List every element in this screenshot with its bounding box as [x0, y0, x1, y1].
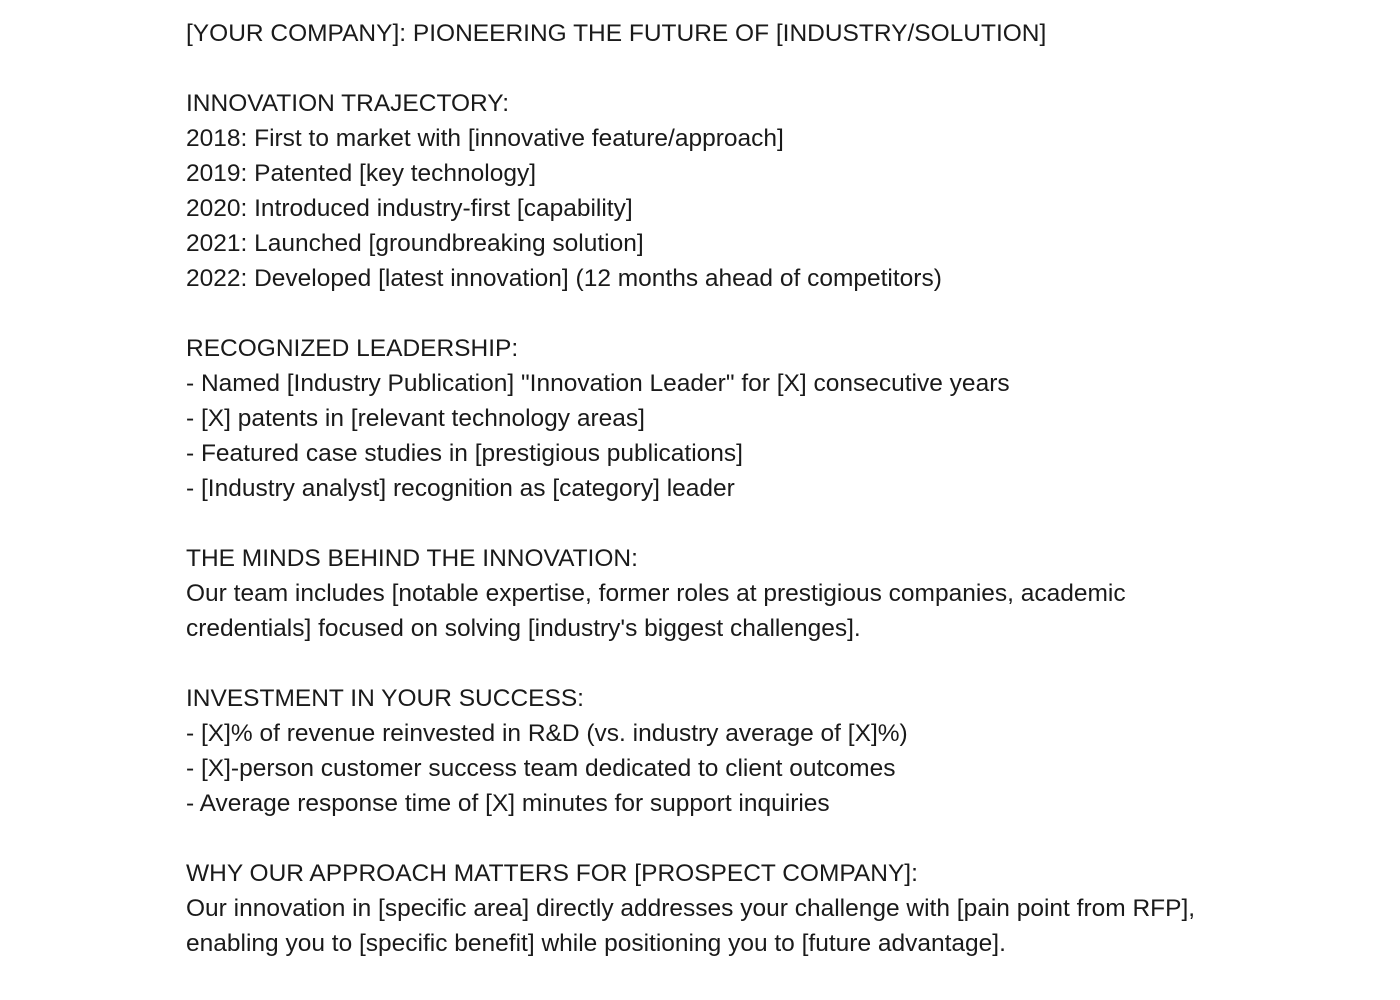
- innovation-item-2018: 2018: First to market with [innovative feature/approach]: [186, 125, 784, 152]
- leadership-heading: RECOGNIZED LEADERSHIP:: [186, 335, 519, 362]
- spacer: [186, 646, 1286, 681]
- investment-item: - [X]-person customer success team dedicated to client outcomes: [186, 755, 896, 782]
- leadership-item: - Named [Industry Publication] "Innovation Leader" for [X] consecutive years: [186, 370, 1010, 397]
- innovation-item-2021: 2021: Launched [groundbreaking solution]: [186, 230, 644, 257]
- leadership-item: - Featured case studies in [prestigious publications]: [186, 440, 743, 467]
- approach-heading: WHY OUR APPROACH MATTERS FOR [PROSPECT COMPANY]:: [186, 860, 918, 887]
- spacer: [186, 296, 1286, 331]
- innovation-heading: INNOVATION TRAJECTORY:: [186, 90, 510, 117]
- minds-paragraph: Our team includes [notable expertise, former roles at prestigious companies, academic credentials] focused on solving [industry's biggest challenges].: [186, 580, 1126, 642]
- spacer: [186, 51, 1286, 86]
- innovation-item-2019: 2019: Patented [key technology]: [186, 160, 537, 187]
- minds-heading: THE MINDS BEHIND THE INNOVATION:: [186, 545, 638, 572]
- leadership-item: - [X] patents in [relevant technology areas]: [186, 405, 645, 432]
- investment-heading: INVESTMENT IN YOUR SUCCESS:: [186, 685, 584, 712]
- spacer: [186, 821, 1286, 856]
- spacer: [186, 506, 1286, 541]
- approach-paragraph: Our innovation in [specific area] directly addresses your challenge with [pain point from RFP], enabling you to [specific benefit] while positioning you to [future advantage].: [186, 895, 1196, 957]
- innovation-item-2020: 2020: Introduced industry-first [capability]: [186, 195, 633, 222]
- leadership-item: - [Industry analyst] recognition as [category] leader: [186, 475, 735, 502]
- innovation-item-2022: 2022: Developed [latest innovation] (12 months ahead of competitors): [186, 265, 942, 292]
- investment-item: - Average response time of [X] minutes for support inquiries: [186, 790, 830, 817]
- document-title: [YOUR COMPANY]: PIONEERING THE FUTURE OF [INDUSTRY/SOLUTION]: [186, 20, 1047, 47]
- document-body: [186, 16, 1286, 961]
- investment-item: - [X]% of revenue reinvested in R&D (vs. industry average of [X]%): [186, 720, 908, 747]
